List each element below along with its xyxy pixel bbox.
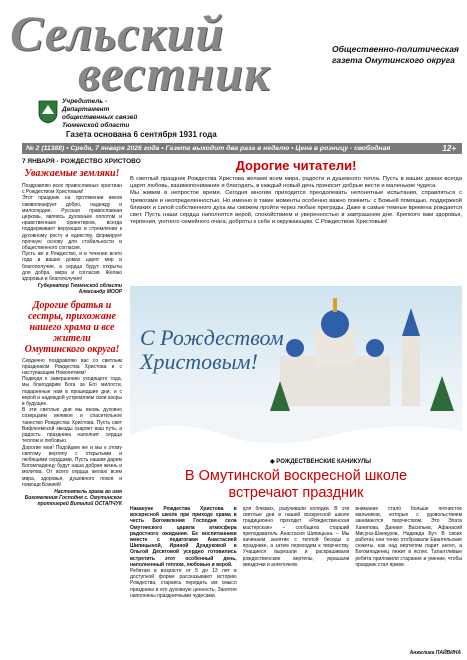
photo-caption-line1: С Рождеством bbox=[140, 325, 284, 350]
photo-caption bbox=[140, 326, 284, 374]
greeting-heading: Дорогие читатели! bbox=[235, 158, 357, 173]
greeting-par1: В светлый праздник Рождества Христова желаем всем мира, радости и душевного тепла. Пусть в ваших домах всегда царят любовь, взаимопонимание и благодать, в каждый новый день приносит добрые вести и маленькие чудеса. bbox=[130, 176, 462, 190]
coat-of-arms-icon bbox=[38, 100, 58, 124]
left-column bbox=[22, 166, 122, 656]
priest-greeting-heading: Дорогие братья и сестры, прихожане нашего храма и все жители Омутинского округа! bbox=[24, 299, 120, 355]
founder-info: Учредитель - Департамент общественных связей Тюменской области bbox=[62, 98, 138, 129]
issue-info-text: № 2 (11388) • Среда, 7 января 2026 года • Газета выходит два раза в неделю • Цена в розницу - свободная bbox=[26, 145, 391, 152]
newspaper-tagline: Общественно-политическая газета Омутинского округа bbox=[332, 44, 459, 65]
article-heading-line1: В Омутинской воскресной школе bbox=[184, 468, 408, 484]
governor-par3: Пусть же в Рождество, и в течение всего года в ваших домах царят мир и благополучие, а сердца будут открыты для добра, мира и согласия. Желаю здоровья и благополучия! bbox=[22, 251, 122, 283]
newspaper-title-line1: Сельский bbox=[10, 5, 225, 61]
priest-par2: Подводя к завершению уходящего года, мы благодарим Бога за Его милости, подаренные нам в прошедшие дни, и с верой и надеждой устремляем свои взоры в будущее. bbox=[22, 376, 122, 408]
priest-par4: Дорогие мои! Подойдем же и мы к этому святому вертепу с открытыми и любящими сердцами. Пусть нашим дарем Богомладенцу будут наша добрая жизнь и молитва. От всего сердца желаю всем мира, здоровья, душевного покоя и помощи Божией! bbox=[22, 444, 122, 488]
governor-signature: Губернатор Тюменской области Александр МООР bbox=[37, 283, 122, 296]
governor-par1: Поздравляю всех православных христиан с Рождеством Христовым! bbox=[22, 183, 122, 196]
article-col-2 bbox=[243, 506, 350, 652]
article-col-1 bbox=[130, 506, 237, 652]
greeting-par2: Мы живем в непростое время. Сегодня многим приходится преодолевать непонятные испытания, справляться с тревогами и неопределенностью. Но именно в такие моменты особенно важно помнить: с Божьей помощью, поддержкой близких и силой собственного духа мы сможем пройти через любые преграды. Даже в самые темные времена рождается свет. Пусть наши сердца наполнятся верой, спокойствием и уверенностью в завтрашнем дне. Крепкого вам здоровья, терпения, уютного семейного очага, доброты к себе и окружающим. С Рождеством Христовым! bbox=[130, 190, 462, 226]
age-rating-badge: 12+ bbox=[442, 144, 456, 153]
governor-greeting-heading: Уважаемые земляки! bbox=[24, 168, 120, 179]
founded-date: Газета основана 6 сентября 1931 года bbox=[66, 130, 217, 139]
christmas-photo bbox=[130, 286, 462, 456]
article-col3-text: внимание стало больше пятнистое мальчиков, которые с удовольствием занимаются творчеством. Это Элата Ханипова, Даниил Васильев, Афанасий Мисуна-Шанкуров, Надежда Бут. В своих работах они тонко отображали Евангельские сюжеты, как над вертепом парит ангел, а Богомладенец лежит в яслях. Талантливые ребята приложили старание и умение, чтобы праздник стал ярким. bbox=[355, 506, 463, 568]
article-body bbox=[130, 506, 462, 652]
priest-signature: Настоятель храма во имя Богоявления Господня с. Омутинское протоиерей Виталий ОСТАПЧУК bbox=[24, 488, 122, 508]
article-heading bbox=[130, 468, 462, 502]
article-col-3 bbox=[355, 506, 462, 652]
greeting-block bbox=[130, 158, 462, 226]
newspaper-title-line2: вестник bbox=[78, 45, 271, 101]
priest-par1: Сердечно поздравляю вас со светлым праздником Рождества Христова и с наступающим Новолетием! bbox=[22, 357, 122, 377]
article-heading-line2: встречают праздник bbox=[228, 485, 364, 501]
article-col2-text: для близких, разучивали колядки. В эти светлые дни в нашей воскресной школе традиционно проходит «Рождественская мастерская» – сообщила старший преподаватель Анастасия Шипицына. – Мы начинаем занятие с теплой беседы о празднике, а затем переходим к творчеству. Учащиеся вырезали и раскрашивали рождественские вертепы, украшали звездочки и ангелочков. bbox=[242, 506, 350, 568]
photo-caption-line2: Христовым! bbox=[140, 349, 258, 374]
article-col1-text: Ребятам в возрасте от 5 до 13 лет в доступной форме рассказывают историю Рождества, стараясь передать им смысл праздника и его духовную ценность. Занятия наполнены праздничными чудесами. bbox=[130, 568, 237, 599]
section-label: 7 ЯНВАРЯ - РОЖДЕСТВО ХРИСТОВО bbox=[22, 158, 141, 165]
article-author: Анжелика ПАЙВИНА bbox=[409, 650, 461, 656]
priest-par3: В эти светлые дни мы вновь духовно созерцаем великое и спасительное таинство Рождества Христова. Пусть свет Вифлеемской звезды озаряет ваш путь, а радость праздника наполнит сердца теплом и любовью. bbox=[22, 407, 122, 445]
issue-info-bar bbox=[22, 143, 462, 154]
masthead bbox=[0, 0, 467, 142]
article-rubric: ◆ РОЖДЕСТВЕНСКИЕ КАНИКУЛЫ bbox=[270, 459, 372, 465]
governor-par2: Этот праздник на протяжении веков символизирует добро, надежду и милосердие. Русская православная церковь, являясь духовным оплотом и нравственным ориентиром, всегда поддерживает верующих в стремлении к духовному росту и единству, формирует прочную основу для стабильности и общественного согласия. bbox=[22, 195, 122, 252]
article-lead: Накануне Рождества Христова в воскресной школе при приходе храма в честь Богоявления Господня села Омутинского царила атмосфера радостного ожидания. Ее воспитанники вместе с педагогами Анастасией Шипицыной, Ириной Дундуковой и Ольгой Десятовой усердно готовились встретить этот особенный день, наполненный теплом, любовью и верой. bbox=[130, 506, 237, 568]
